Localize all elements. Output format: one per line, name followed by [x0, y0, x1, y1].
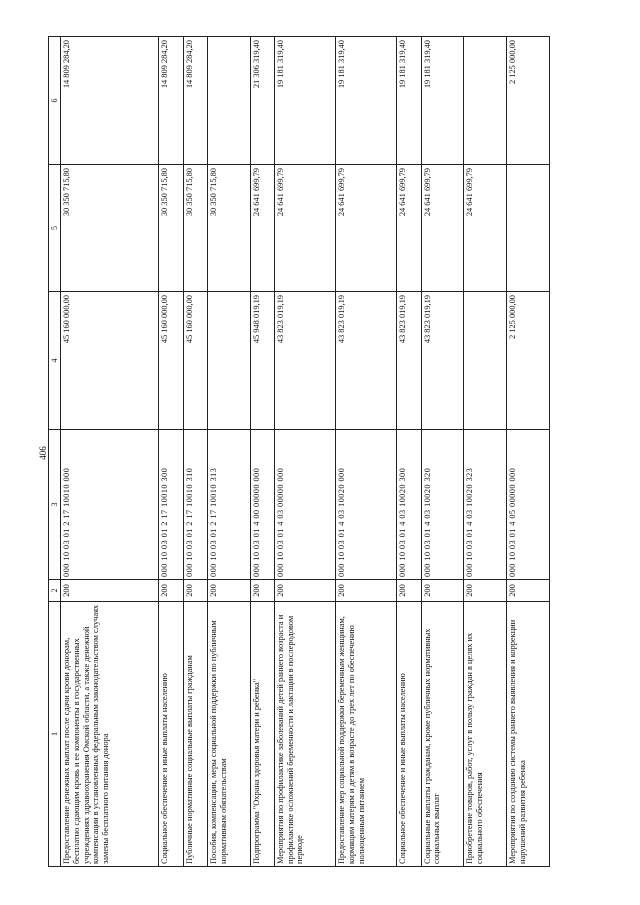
cell-name: Пособия, компенсации, меры социальной поддержки по публичным нормативным обязательствам — [207, 602, 250, 867]
cell-code: 000 10 03 01 4 03 10020 300 — [397, 430, 421, 580]
table-row — [250, 37, 274, 867]
cell-col2: 200 — [274, 580, 335, 602]
cell-code: 000 10 03 01 4 00 00000 000 — [250, 430, 274, 580]
table-row — [336, 37, 397, 867]
cell-col6: 21 306 319,40 — [250, 37, 274, 165]
cell-col2: 200 — [336, 580, 397, 602]
table-row — [159, 37, 183, 867]
cell-col6: 14 809 284,20 — [159, 37, 183, 165]
cell-code: 000 10 03 01 4 03 10020 323 — [464, 430, 507, 580]
cell-name: Предоставление денежных выплат после сдачи крови донорам, бесплатно сдающим кровь и ее компоненты в государственных учреждениях здравоохранения Омской области, а также денежной компенсации в установленных федеральным законодательством случаях замены бесплатного питания донора — [61, 602, 159, 867]
cell-col6: 19 181 319,40 — [421, 37, 464, 165]
cell-name: Подпрограмма "Охрана здоровья матери и ребенка" — [250, 602, 274, 867]
cell-col6 — [207, 37, 250, 165]
cell-code: 000 10 03 01 4 03 00000 000 — [274, 430, 335, 580]
cell-col4: 45 160 000,00 — [183, 292, 207, 430]
cell-name: Приобретение товаров, работ, услуг в пользу граждан в целях их социального обеспечения — [464, 602, 507, 867]
cell-col4: 45 948 019,19 — [250, 292, 274, 430]
cell-col5: 24 641 699,79 — [336, 165, 397, 292]
cell-col2: 200 — [207, 580, 250, 602]
cell-col2: 200 — [507, 580, 550, 602]
cell-name: Мероприятия по профилактике заболеваний детей раннего возраста и профилактике осложнений беременности и лактации в послеродовом периоде — [274, 602, 335, 867]
cell-col6: 14 809 284,20 — [183, 37, 207, 165]
cell-col4: 43 823 019,19 — [336, 292, 397, 430]
cell-col4: 2 125 000,00 — [507, 292, 550, 430]
cell-code: 000 10 03 01 4 03 10020 320 — [421, 430, 464, 580]
cell-col5: 30 350 715,80 — [183, 165, 207, 292]
cell-col5: 24 641 699,79 — [464, 165, 507, 292]
cell-name: Социальное обеспечение и иные выплаты населению — [397, 602, 421, 867]
cell-col5: 24 641 699,79 — [397, 165, 421, 292]
cell-col4: 45 160 000,00 — [61, 292, 159, 430]
rotated-table-container — [48, 37, 550, 867]
cell-col5: 24 641 699,79 — [274, 165, 335, 292]
column-header: 6 — [49, 37, 61, 165]
budget-table — [48, 36, 550, 867]
table-row — [61, 37, 159, 867]
table-row — [207, 37, 250, 867]
table-body — [61, 37, 550, 867]
cell-col5: 30 350 715,80 — [159, 165, 183, 292]
table-row — [397, 37, 421, 867]
cell-code: 000 10 03 01 2 17 10010 000 — [61, 430, 159, 580]
cell-col2: 200 — [421, 580, 464, 602]
cell-code: 000 10 03 01 2 17 10010 300 — [159, 430, 183, 580]
column-header: 3 — [49, 430, 61, 580]
cell-col4: 45 160 000,00 — [159, 292, 183, 430]
cell-col4: 43 823 019,19 — [397, 292, 421, 430]
cell-col4: 43 823 019,19 — [274, 292, 335, 430]
cell-name: Публичные нормативные социальные выплаты гражданам — [183, 602, 207, 867]
cell-name: Социальные выплаты гражданам, кроме публичных нормативных социальных выплат — [421, 602, 464, 867]
cell-col6: 2 125 000,00 — [507, 37, 550, 165]
cell-name: Мероприятия по созданию системы раннего выявления и коррекции нарушений развития ребенка — [507, 602, 550, 867]
header-row — [49, 37, 61, 867]
cell-code: 000 10 03 01 4 03 10020 000 — [336, 430, 397, 580]
cell-col2: 200 — [183, 580, 207, 602]
cell-col5 — [507, 165, 550, 292]
cell-col6: 19 181 319,40 — [336, 37, 397, 165]
cell-code: 000 10 03 01 2 17 10010 310 — [183, 430, 207, 580]
cell-col6: 14 809 284,20 — [61, 37, 159, 165]
cell-col6 — [464, 37, 507, 165]
cell-col2: 200 — [250, 580, 274, 602]
cell-col2: 200 — [159, 580, 183, 602]
table-row — [464, 37, 507, 867]
cell-code: 000 10 03 01 4 05 00000 000 — [507, 430, 550, 580]
cell-name: Социальное обеспечение и иные выплаты населению — [159, 602, 183, 867]
column-header: 1 — [49, 602, 61, 867]
cell-col5: 30 350 715,80 — [61, 165, 159, 292]
table-row — [274, 37, 335, 867]
cell-col4: 43 823 019,19 — [421, 292, 464, 430]
cell-code: 000 10 03 01 2 17 10010 313 — [207, 430, 250, 580]
table-row — [507, 37, 550, 867]
column-header: 4 — [49, 292, 61, 430]
column-header: 2 — [49, 580, 61, 602]
cell-col6: 19 181 319,40 — [397, 37, 421, 165]
cell-name: Предоставление мер социальной поддержки беременным женщинам, кормящим матерям и детям в возрасте до трех лет по обеспечению полноценным питанием — [336, 602, 397, 867]
cell-col5: 30 350 715,80 — [207, 165, 250, 292]
page-number: 406 — [38, 446, 48, 460]
table-row — [421, 37, 464, 867]
cell-col4 — [207, 292, 250, 430]
cell-col4 — [464, 292, 507, 430]
cell-col5: 24 641 699,79 — [250, 165, 274, 292]
cell-col6: 19 181 319,40 — [274, 37, 335, 165]
table-row — [183, 37, 207, 867]
cell-col5: 24 641 699,79 — [421, 165, 464, 292]
cell-col2: 200 — [464, 580, 507, 602]
cell-col2: 200 — [397, 580, 421, 602]
cell-col2: 200 — [61, 580, 159, 602]
column-header: 5 — [49, 165, 61, 292]
